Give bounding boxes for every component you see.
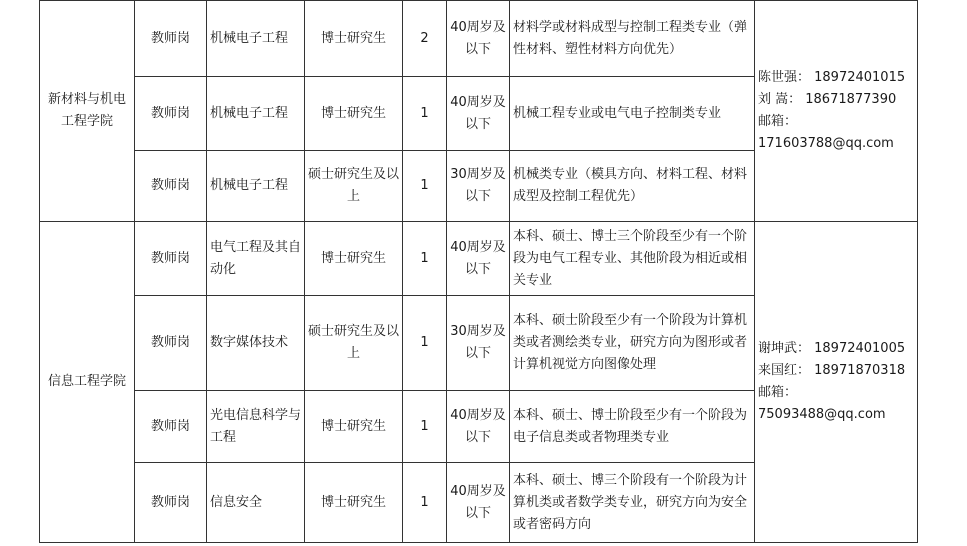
contact-phone-1: 谢坤武： 18972401005 bbox=[758, 341, 906, 356]
age-cell: 40周岁及以下 bbox=[447, 391, 510, 463]
age-cell: 40周岁及以下 bbox=[447, 1, 510, 77]
count-cell: 1 bbox=[403, 77, 447, 151]
major-cell: 机械电子工程 bbox=[207, 1, 305, 77]
age-cell: 30周岁及以下 bbox=[447, 296, 510, 391]
contact-email: 171603788@qq.com bbox=[758, 136, 894, 151]
table-row bbox=[40, 222, 918, 296]
education-cell: 硕士研究生及以上 bbox=[305, 296, 403, 391]
college-name: 新材料与机电工程学院 bbox=[40, 1, 135, 222]
contact-phone-1: 陈世强： 18972401015 bbox=[758, 70, 906, 85]
position-cell: 教师岗 bbox=[135, 463, 207, 543]
contact-cell bbox=[755, 1, 918, 222]
age-cell: 40周岁及以下 bbox=[447, 222, 510, 296]
contact-phone-2: 刘 嵩： 18671877390 bbox=[758, 92, 897, 107]
contact-email: 75093488@qq.com bbox=[758, 407, 886, 422]
position-cell: 教师岗 bbox=[135, 391, 207, 463]
recruitment-table bbox=[39, 0, 918, 543]
requirement-cell: 本科、硕士、博三个阶段有一个阶段为计算机类或者数学类专业，研究方向为安全或者密码方向 bbox=[510, 463, 755, 543]
major-cell: 光电信息科学与工程 bbox=[207, 391, 305, 463]
age-cell: 40周岁及以下 bbox=[447, 77, 510, 151]
requirement-cell: 材料学或材料成型与控制工程类专业（弹性材料、塑性材料方向优先） bbox=[510, 1, 755, 77]
table-row bbox=[40, 1, 918, 77]
count-cell: 1 bbox=[403, 151, 447, 222]
major-cell: 机械电子工程 bbox=[207, 151, 305, 222]
education-cell: 博士研究生 bbox=[305, 77, 403, 151]
position-cell: 教师岗 bbox=[135, 77, 207, 151]
requirement-cell: 机械工程专业或电气电子控制类专业 bbox=[510, 77, 755, 151]
major-cell: 机械电子工程 bbox=[207, 77, 305, 151]
count-cell: 1 bbox=[403, 463, 447, 543]
position-cell: 教师岗 bbox=[135, 296, 207, 391]
contact-email-label: 邮箱： bbox=[758, 385, 798, 400]
count-cell: 1 bbox=[403, 391, 447, 463]
count-cell: 2 bbox=[403, 1, 447, 77]
education-cell: 博士研究生 bbox=[305, 1, 403, 77]
education-cell: 博士研究生 bbox=[305, 222, 403, 296]
count-cell: 1 bbox=[403, 222, 447, 296]
requirement-cell: 本科、硕士、博士三个阶段至少有一个阶段为电气工程专业、其他阶段为相近或相关专业 bbox=[510, 222, 755, 296]
contact-phone-2: 来国红： 18971870318 bbox=[758, 363, 906, 378]
requirement-cell: 本科、硕士、博士阶段至少有一个阶段为电子信息类或者物理类专业 bbox=[510, 391, 755, 463]
position-cell: 教师岗 bbox=[135, 151, 207, 222]
requirement-cell: 机械类专业（模具方向、材料工程、材料成型及控制工程优先） bbox=[510, 151, 755, 222]
education-cell: 博士研究生 bbox=[305, 463, 403, 543]
education-cell: 硕士研究生及以上 bbox=[305, 151, 403, 222]
college-name: 信息工程学院 bbox=[40, 222, 135, 543]
contact-cell bbox=[755, 222, 918, 543]
position-cell: 教师岗 bbox=[135, 222, 207, 296]
education-cell: 博士研究生 bbox=[305, 391, 403, 463]
major-cell: 电气工程及其自动化 bbox=[207, 222, 305, 296]
age-cell: 30周岁及以下 bbox=[447, 151, 510, 222]
count-cell: 1 bbox=[403, 296, 447, 391]
requirement-cell: 本科、硕士阶段至少有一个阶段为计算机类或者测绘类专业，研究方向为图形或者计算机视觉方向图像处理 bbox=[510, 296, 755, 391]
major-cell: 数字媒体技术 bbox=[207, 296, 305, 391]
contact-email-label: 邮箱： bbox=[758, 114, 798, 129]
position-cell: 教师岗 bbox=[135, 1, 207, 77]
age-cell: 40周岁及以下 bbox=[447, 463, 510, 543]
major-cell: 信息安全 bbox=[207, 463, 305, 543]
